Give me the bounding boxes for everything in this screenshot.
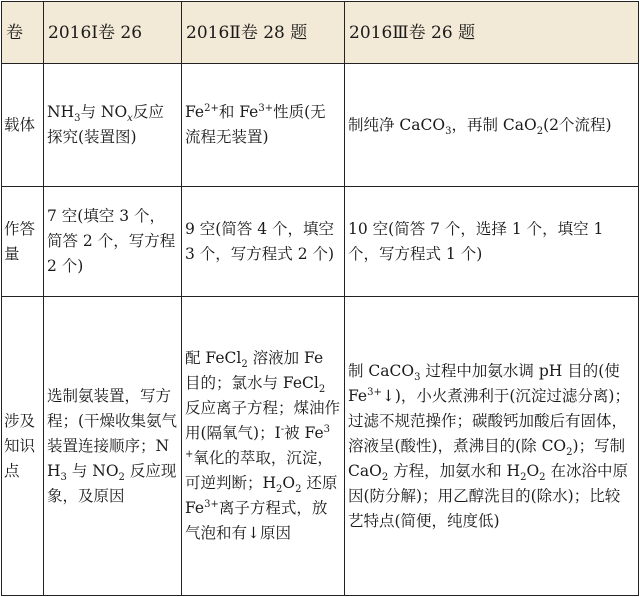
table-cell: 7 空(填空 3 个，简答 2 个，写方程 2 个) xyxy=(44,187,182,297)
table-cell: $NH_3$与 $NO_x$反应探究(装置图) xyxy=(44,64,182,187)
row-label: 涉及知识点 xyxy=(2,297,44,596)
header-cell-2016-iii: 2016Ⅲ卷 26 题 xyxy=(345,2,639,64)
table-cell: 9 空(简答 4 个，填空 3 个，写方程式 2 个) xyxy=(182,187,345,297)
table-row xyxy=(2,64,639,187)
table-cell: 配 FeCl$_2$ 溶液加 Fe 目的；氯水与 FeCl$_2$ 反应离子方程；煤油作用(隔氧气)；I-被 $Fe^{3+}$氧化的萃取，沉淀，可逆判断；$H_2O_2$ 还原 $Fe^{3+}$离子方程式，放气泡和有↓原因 xyxy=(182,297,345,596)
header-row xyxy=(2,2,639,64)
table-cell: 选制氨装置，写方程；(干燥收集氨气装置连接顺序；$NH_3$ 与 $NO_2$ 反应现象，及原因 xyxy=(44,297,182,596)
table-row xyxy=(2,187,639,297)
table-cell: 制 CaCO$_3$ 过程中加氨水调 pH 目的(使 $Fe^{3+}↓$)，小火煮沸利于(沉淀过滤分离)；过滤不规范操作；碳酸钙加酸后有固体，溶液呈(酸性)，煮沸目的(除 $CO_2$)；写制 CaO$_2$ 方程，加氨水和 $H_2O_2$ 在冰浴中原因(防分解)；用乙醇洗目的(除水)；比较艺特点(简便，纯度低) xyxy=(345,297,639,596)
row-label: 载体 xyxy=(2,64,44,187)
header-cell-label: 卷 xyxy=(2,2,44,64)
header-cell-2016-ii: 2016Ⅱ卷 28 题 xyxy=(182,2,345,64)
row-label: 作答量 xyxy=(2,187,44,297)
table-cell: 10 空(简答 7 个，选择 1 个，填空 1 个，写方程式 1 个) xyxy=(345,187,639,297)
comparison-table xyxy=(1,1,639,596)
table-row xyxy=(2,297,639,596)
header-cell-2016-i: 2016Ⅰ卷 26 xyxy=(44,2,182,64)
table-cell: $Fe^{2+}$和 $Fe^{3+}$性质(无流程无装置) xyxy=(182,64,345,187)
table-cell: 制纯净 CaCO$_3$，再制 CaO$_2$(2个流程) xyxy=(345,64,639,187)
